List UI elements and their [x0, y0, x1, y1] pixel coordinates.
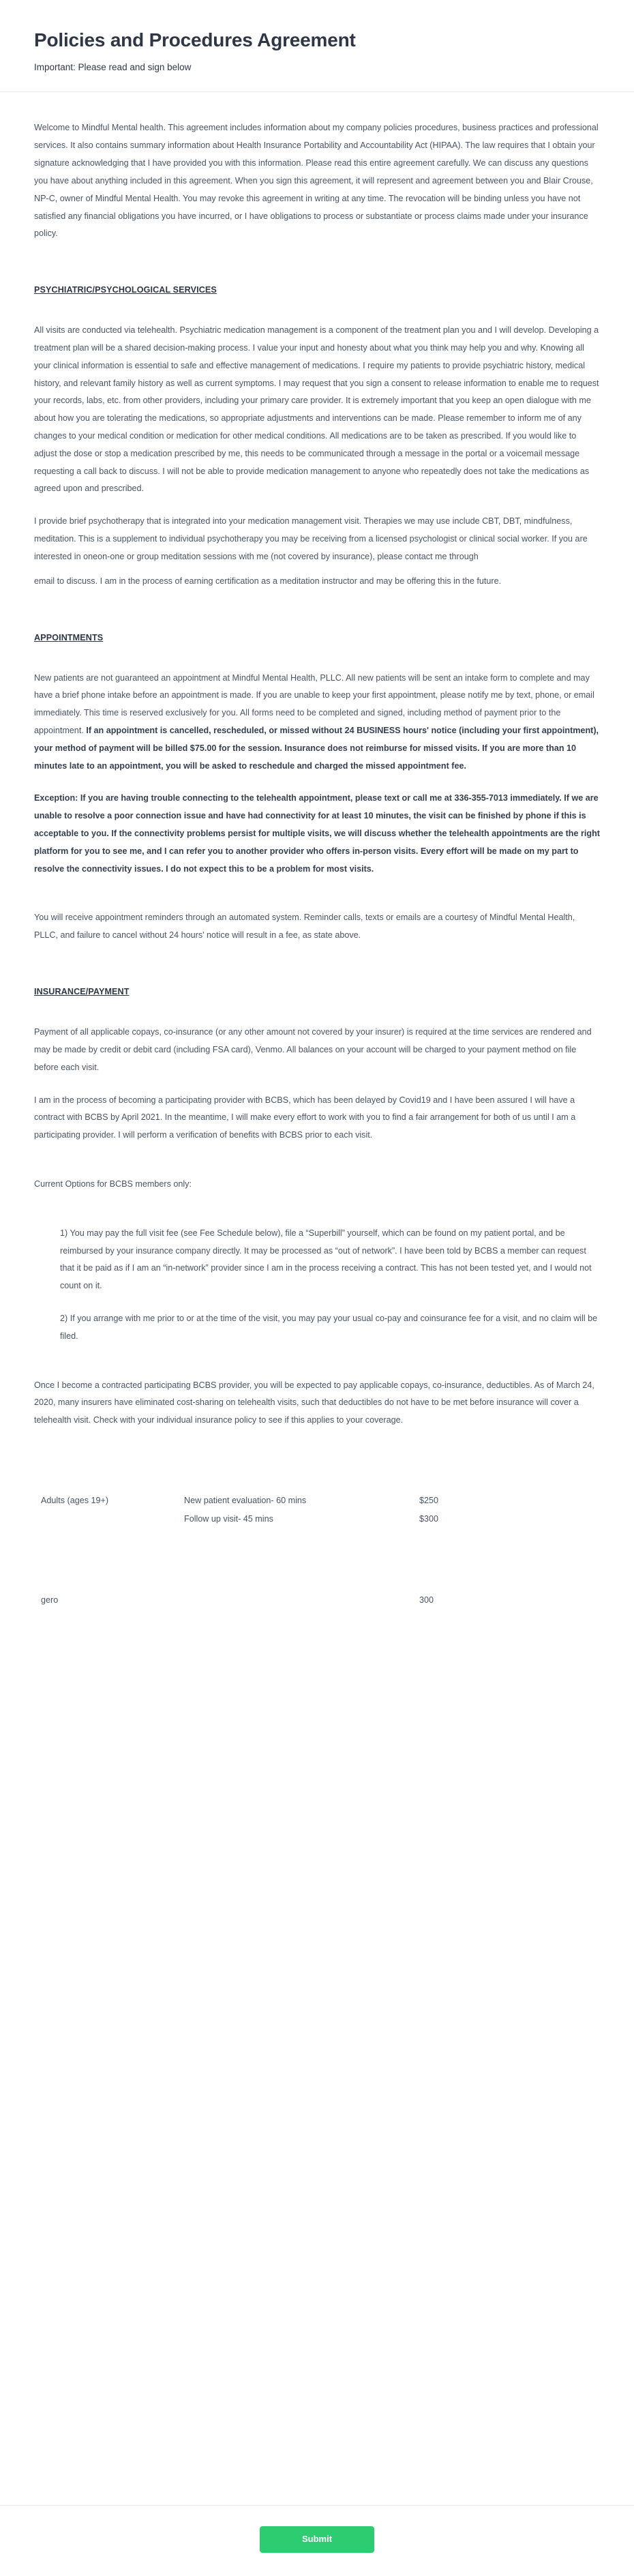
section-psychiatric-services: [34, 285, 600, 590]
section-insurance-payment: [34, 987, 600, 1430]
intro-paragraph: Welcome to Mindful Mental health. This agreement includes information about my company policies procedures, business practices and professional services. It also contains summary information about Health Insurance Portability and Accountability Act (HIPAA). The law requires that I obtain your signature acknowledging that I have provided you with this information. Please read this entire agreement carefully. We can discuss any questions you have about anything included in this agreement. When you sign this agreement, it will represent and agreement between you and Blair Crouse, NP-C, owner of Mindful Mental Health. You may revoke this agreement in writing at any time. The revocation will be binding unless you have not satisfied any financial obligations you have incurred, or I have obligations to process or substantiate or process claims made under your insurance policy.: [34, 123, 599, 239]
form-body: [0, 92, 634, 2505]
insurance-option-2: 2) If you arrange with me prior to or at the time of the visit, you may pay your usual co-pay and coinsurance fee for a visit, and no claim will be filed.: [60, 1314, 598, 1341]
section-heading-psychiatric: PSYCHIATRIC/PSYCHOLOGICAL SERVICES: [34, 285, 217, 295]
fee-schedule-extra-table: [34, 1592, 600, 1610]
appointments-paragraph-1-normal: New patients are not guaranteed an appointment at Mindful Mental Health, PLLC. All new patients will be sent an intake form to complete and may have a brief phone intake before an appointment is made. If you are unable to keep your first appointment, please notify me by text, phone, or email immediately. This time is reserved exclusively for you. All forms need to be completed and signed, including method of payment prior to the appointment.: [34, 672, 594, 735]
spacer: [34, 1361, 600, 1377]
extra-row-description: [184, 1592, 419, 1610]
appointments-reminders: You will receive appointment reminders through an automated system. Reminder calls, texts or emails are a courtesy of Mindful Mental Health, PLLC, and failure to cancel without 24 hours' notice will result in a fee, as state above.: [34, 913, 575, 941]
form-header: [0, 0, 634, 92]
submit-button[interactable]: Submit: [260, 2526, 374, 2553]
psychiatric-paragraph-3: email to discuss. I am in the process of earning certification as a meditation instructor and may be offering this in the future.: [34, 576, 502, 586]
extra-row-group: gero: [41, 1595, 59, 1605]
table-row: [34, 1511, 600, 1529]
fee-row-price: $300: [419, 1514, 439, 1524]
psychiatric-paragraph-1: All visits are conducted via telehealth. Psychiatric medication management is a component of the treatment plan you and I will develop. Developing a treatment plan will be a shared decision-making process. I value your input and honesty about what you think may help you and why. Knowing all your clinical information is essential to safe and effective management of medications. I require my patients to provide psychiatric history, medical history, and relevant family history as well as current symptoms. I may request that you sign a consent to release information to enable me to request your records, labs, etc. from other providers, including your primary care provider. It is extremely important that you keep an open dialogue with me about how you are tolerating the medications, so appropriate adjustments and interventions can be made. Please remember to inform me of any changes to your medical condition or medication for other medical conditions. All medications are to be taken as prescribed. If you would like to adjust the dose or stop a medication prescribed by me, this needs to be communicated through a message in the portal or a voicemail message requesting a call back to discuss. I will not be able to provide medication management to anyone who repeatedly does not take the medications as agreed upon and prescribed.: [34, 325, 599, 494]
spacer: [34, 1529, 600, 1584]
page-title: Policies and Procedures Agreement: [34, 29, 356, 50]
page-subtitle: Important: Please read and sign below: [34, 61, 192, 72]
fee-row-group: [34, 1511, 184, 1529]
spacer: [34, 1159, 600, 1176]
fee-row-description: New patient evaluation- 60 mins: [184, 1496, 307, 1506]
extra-row-price: 300: [419, 1595, 434, 1605]
spacer: [34, 893, 600, 909]
insurance-option-1: 1) You may pay the full visit fee (see Fee Schedule below), file a “Superbill” yourself, which can be found on my patient portal, and be reimbursed by your insurance company directly. It may be processed as “out of network”. I have been told by BCBS a member can request that it be paid as if I am an “in-network” provider since I am in the process receiving a contract. This has not been tested yet, and I would not count on it.: [60, 1228, 592, 1291]
spacer: [34, 1445, 600, 1484]
spacer: [34, 1209, 600, 1225]
section-heading-insurance: INSURANCE/PAYMENT: [34, 987, 130, 997]
section-heading-appointments: APPOINTMENTS: [34, 632, 104, 642]
appointments-exception-bold: Exception: If you are having trouble connecting to the telehealth appointment, please text or call me at 336-355-7013 immediately. If we are unable to resolve a poor connection issue and have had connectivity for at least 10 minutes, the visit can be finished by phone if this is acceptable to you. If the connectivity problems persist for multiple visits, we will discuss whether the telehealth appointments are the right platform for you to see me, and I can refer you to another provider who offers in-person visits. Every effort will be made on my part to resolve the connectivity issues. I do not expect this to be a problem for most visits.: [34, 793, 600, 874]
insurance-paragraph-1: Payment of all applicable copays, co-insurance (or any other amount not covered by your insurer) is required at the time services are rendered and may be made by credit or debit card (including FSA card), Venmo. All balances on your account will be charged to your payment method on file before each visit.: [34, 1027, 592, 1072]
insurance-paragraph-2: I am in the process of becoming a participating provider with BCBS, which has been delayed by Covid19 and I have been assured I will have a contract with BCBS by April 2021. In the meantime, I will make every effort to work with you to find a fair arrangement for both of us until I am a participating provider. I will perform a verification of benefits with BCBS prior to each visit.: [34, 1095, 576, 1140]
insurance-options-intro: Current Options for BCBS members only:: [34, 1179, 192, 1189]
table-row: [34, 1592, 600, 1610]
table-row: [34, 1492, 600, 1511]
appointments-exception: [34, 790, 600, 878]
spacer: [34, 960, 600, 987]
spacer: [34, 258, 600, 285]
fee-row-group: Adults (ages 19+): [41, 1496, 109, 1506]
appointments-paragraph-1: [34, 670, 600, 775]
fee-schedule-body: [34, 1492, 600, 1529]
fee-row-description: Follow up visit- 45 mins: [184, 1514, 273, 1524]
form-footer: [0, 2505, 634, 2576]
fee-schedule-table: [34, 1492, 600, 1529]
appointments-paragraph-1-bold: If an appointment is cancelled, rescheduled, or missed without 24 BUSINESS hours' notice (including your first appointment), your method of payment will be billed $75.00 for the session. Insurance does not reimburse for missed visits. If you are more than 10 minutes late to an appointment, you will be asked to reschedule and charged the missed appointment fee.: [34, 725, 599, 771]
fee-schedule-extra-body: [34, 1592, 600, 1610]
psychiatric-paragraph-2: I provide brief psychotherapy that is integrated into your medication management visit. Therapies we may use include CBT, DBT, mindfulness, meditation. This is a supplement to individual psychotherapy you may be receiving from a licensed psychologist or clinical social worker. If you are interested in oneon-one or group meditation sessions with me (not covered by insurance), please contact me through: [34, 516, 588, 561]
insurance-closing-paragraph: Once I become a contracted participating BCBS provider, you will be expected to pay applicable copays, co-insurance, deductibles. As of March 24, 2020, many insurers have eliminated cost-sharing on telehealth visits, such that deductibles do not have to be met before insurance will cover a telehealth visit. Check with your individual insurance policy to see if this applies to your coverage.: [34, 1380, 594, 1425]
section-appointments: [34, 633, 600, 945]
fee-row-price: $250: [419, 1496, 439, 1506]
spacer: [34, 606, 600, 633]
